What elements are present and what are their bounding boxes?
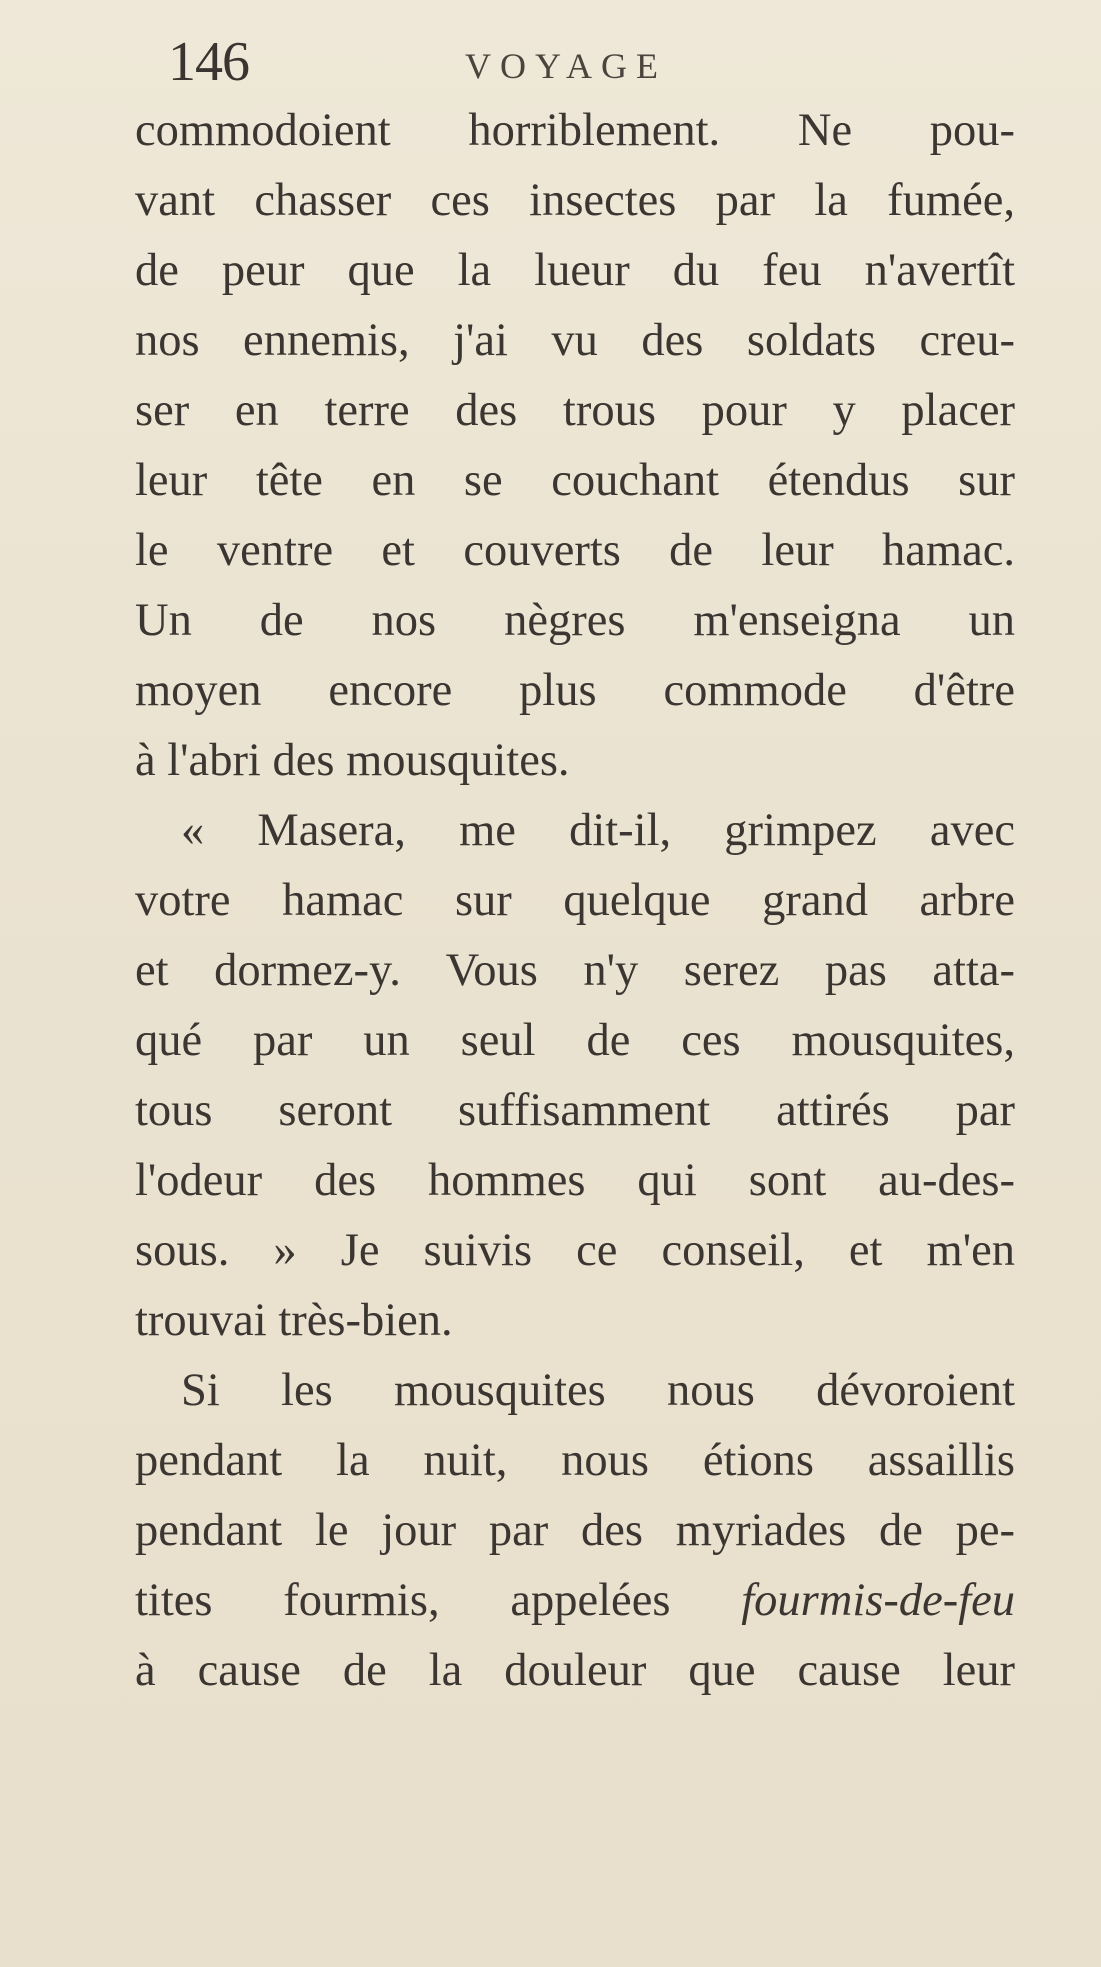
text-line: vant chasser ces insectes par la fumée, (135, 175, 1015, 226)
italic-term: fourmis-de-feu (741, 1575, 1015, 1626)
text-line: de peur que la lueur du feu n'avertît (135, 245, 1015, 296)
text-line: commodoient horriblement. Ne pou- (135, 105, 1015, 156)
text-line: sous. » Je suivis ce conseil, et m'en (135, 1225, 1015, 1276)
text-line: leur tête en se couchant étendus sur (135, 455, 1015, 506)
text-line: votre hamac sur quelque grand arbre (135, 875, 1015, 926)
page-number: 146 (168, 31, 249, 93)
text-line: qué par un seul de ces mousquites, (135, 1015, 1015, 1066)
text-line: Un de nos nègres m'enseigna un (135, 595, 1015, 646)
text-line: « Masera, me dit-il, grimpez avec (181, 805, 1015, 856)
text-line: pendant la nuit, nous étions assaillis (135, 1435, 1015, 1486)
text-line: pendant le jour par des myriades de pe- (135, 1505, 1015, 1556)
text-line: le ventre et couverts de leur hamac. (135, 525, 1015, 576)
running-head: VOYAGE (465, 46, 667, 86)
text-line: nos ennemis, j'ai vu des soldats creu- (135, 315, 1015, 366)
text-line: ser en terre des trous pour y placer (135, 385, 1015, 436)
text-line: tous seront suffisamment attirés par (135, 1085, 1015, 1136)
text-line: trouvai très-bien. (135, 1295, 453, 1346)
body-text (135, 96, 1015, 1706)
text-line: et dormez-y. Vous n'y serez pas atta- (135, 945, 1015, 996)
text-line: l'odeur des hommes qui sont au-des- (135, 1155, 1015, 1206)
text-line: à l'abri des mousquites. (135, 735, 570, 786)
text-line: à cause de la douleur que cause leur (135, 1645, 1015, 1696)
page-header (160, 18, 1020, 98)
text-line (135, 1566, 1015, 1636)
text-segment: tites fourmis, appelées (135, 1575, 742, 1626)
text-line: Si les mousquites nous dévoroient (181, 1365, 1015, 1416)
text-line: moyen encore plus commode d'être (135, 665, 1015, 716)
